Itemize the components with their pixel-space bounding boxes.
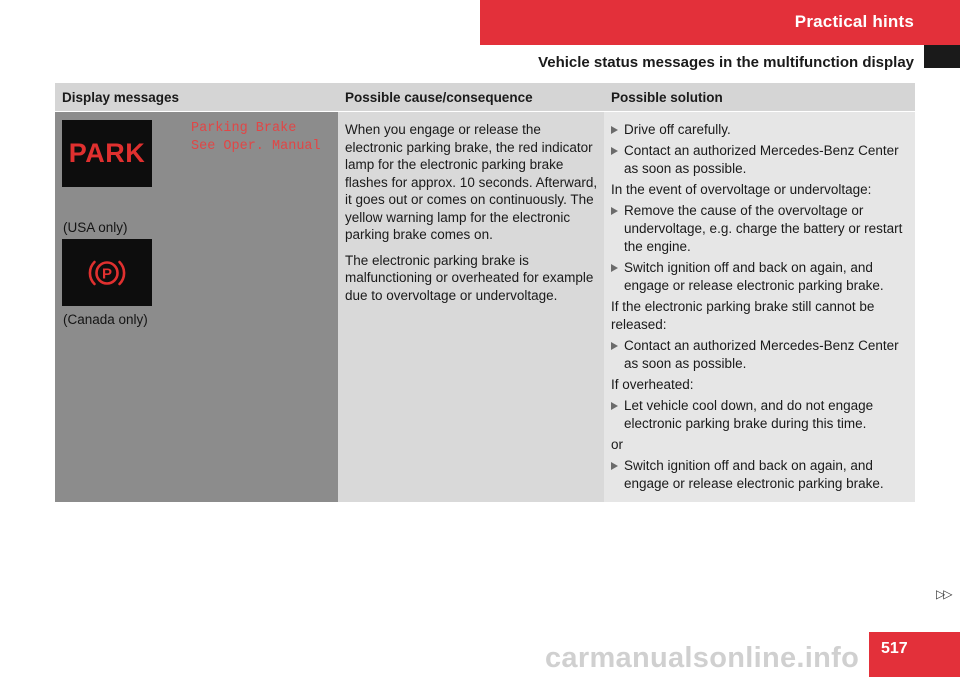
solution-step <box>611 121 909 139</box>
page-number-box <box>869 632 960 677</box>
solution-step-text: Remove the cause of the overvoltage or undervoltage, e.g. charge the battery or restart the engine. <box>624 203 903 254</box>
display-message-cell <box>55 112 338 503</box>
solution-step <box>611 259 909 295</box>
step-arrow-icon <box>611 207 618 215</box>
solution-step <box>611 142 909 178</box>
solution-list <box>604 112 915 502</box>
step-arrow-icon <box>611 402 618 410</box>
step-arrow-icon <box>611 147 618 155</box>
table-row <box>55 112 915 503</box>
page-number: 517 <box>881 640 908 657</box>
possible-cause-cell <box>338 112 604 503</box>
parking-brake-warning-icon <box>62 239 152 306</box>
display-message-text <box>191 120 321 156</box>
canada-only-caption: (Canada only) <box>63 312 148 327</box>
header-possible-cause: Possible cause/consequence <box>338 83 604 112</box>
park-lamp-text: PARK <box>68 138 146 168</box>
status-messages-table <box>55 83 915 502</box>
solution-step <box>611 397 909 433</box>
solution-step <box>611 337 909 373</box>
watermark: carmanualsonline.info <box>545 642 860 674</box>
step-arrow-icon <box>611 264 618 272</box>
chapter-title: Practical hints <box>794 12 914 31</box>
table-header-row <box>55 83 915 112</box>
solution-step-text: Drive off carefully. <box>624 122 731 137</box>
continue-marker: ▷▷ <box>936 587 951 601</box>
solution-step-text: Let vehicle cool down, and do not engage electronic parking brake during this time. <box>624 398 874 431</box>
solution-step-text: Switch ignition off and back on again, and engage or release electronic parking brake. <box>624 458 884 491</box>
possible-solution-cell <box>604 112 915 503</box>
display-message-line-1: Parking Brake <box>191 121 297 136</box>
solution-note: If the electronic parking brake still cannot be released: <box>611 299 875 332</box>
cause-paragraph: The electronic parking brake is malfunctioning or overheated for example due to overvoltage or undervoltage. <box>345 252 594 303</box>
solution-step-text: Contact an authorized Mercedes-Benz Center as soon as possible. <box>624 143 899 176</box>
chapter-tab <box>480 0 960 45</box>
usa-only-caption: (USA only) <box>63 220 128 235</box>
solution-note: In the event of overvoltage or undervoltage: <box>611 182 872 197</box>
step-arrow-icon <box>611 126 618 134</box>
solution-note: If overheated: <box>611 377 694 392</box>
solution-step <box>611 202 909 256</box>
solution-step-text: Contact an authorized Mercedes-Benz Center as soon as possible. <box>624 338 899 371</box>
svg-text:P: P <box>101 265 113 282</box>
cause-paragraph: When you engage or release the electronic parking brake, the red indicator lamp for the electronic parking brake flashes for approx. 10 seconds. Afterward, it goes out or comes on continuously. The yellow warning lamp for the electronic parking brake comes on. <box>345 122 598 242</box>
step-arrow-icon <box>611 462 618 470</box>
header-possible-solution: Possible solution <box>604 83 915 112</box>
solution-step-text: Switch ignition off and back on again, and engage or release electronic parking brake. <box>624 260 884 293</box>
header-display-messages: Display messages <box>55 83 338 112</box>
display-message-line-2: See Oper. Manual <box>191 139 321 154</box>
solution-note: or <box>611 437 624 452</box>
corner-marker <box>924 45 960 68</box>
step-arrow-icon <box>611 342 618 350</box>
park-indicator-lamp <box>62 120 152 187</box>
solution-step <box>611 457 909 493</box>
section-title: Vehicle status messages in the multifunction display <box>538 54 914 71</box>
